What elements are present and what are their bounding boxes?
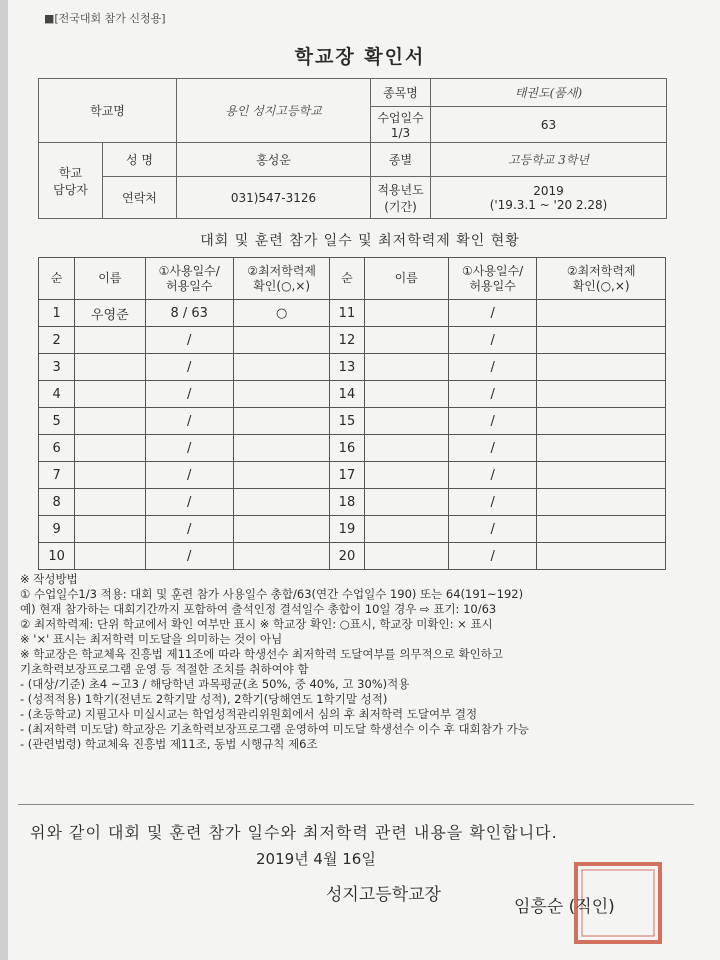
row-name-right — [364, 516, 448, 543]
section-subtitle: 대회 및 훈련 참가 일수 및 최저학력제 확인 현황 — [200, 233, 520, 249]
row-check-right — [537, 462, 666, 489]
row-days: / — [145, 435, 233, 462]
row-days-right: / — [448, 462, 536, 489]
name-value: 홍성운 — [177, 143, 371, 177]
row-name — [75, 435, 145, 462]
days-label-line1: 수업일수 — [377, 111, 424, 125]
table-row — [39, 462, 666, 489]
row-days: 8 / 63 — [145, 300, 233, 327]
row-days: / — [145, 489, 233, 516]
row-name — [75, 516, 145, 543]
row-name — [75, 327, 145, 354]
row-no: 4 — [39, 381, 75, 408]
col-days-line2: 허용일수 — [166, 278, 213, 293]
col-grade — [233, 258, 329, 300]
table-row — [39, 543, 666, 570]
col-grade-right — [537, 258, 666, 300]
row-no: 1 — [39, 300, 75, 327]
row-check-right — [537, 516, 666, 543]
year-label-line1: 적용년도 — [377, 182, 424, 197]
row-name-right — [364, 327, 448, 354]
row-check-right — [537, 435, 666, 462]
row-check-right — [537, 408, 666, 435]
note-line: ※ 작성방법 — [20, 572, 78, 586]
row-check — [233, 435, 329, 462]
col-days-right — [448, 258, 536, 300]
note-line: ① 수업일수1/3 적용: 대회 및 훈련 참가 사용일수 총합/63(연간 수업일수 190) 또는 64(191~192) — [20, 587, 524, 601]
row-check — [233, 381, 329, 408]
row-name-right — [364, 543, 448, 570]
col-name: 이름 — [75, 258, 145, 300]
table-row — [39, 381, 666, 408]
row-check — [233, 327, 329, 354]
row-check — [233, 489, 329, 516]
row-no-right: 12 — [330, 327, 364, 354]
school-signature: 성지고등학교장 — [326, 885, 441, 905]
row-name — [75, 381, 145, 408]
table-row — [39, 327, 666, 354]
row-no-right: 14 — [330, 381, 364, 408]
row-days-right: / — [448, 354, 536, 381]
table-row — [39, 489, 666, 516]
row-days-right: / — [448, 408, 536, 435]
row-name-right — [364, 462, 448, 489]
confirmation-text: 위와 같이 대회 및 훈련 참가 일수와 최저학력 관련 내용을 확인합니다. — [30, 823, 558, 842]
row-check — [233, 462, 329, 489]
row-days-right: / — [448, 381, 536, 408]
row-no-right: 20 — [330, 543, 364, 570]
type-value: 고등학교 3학년 — [431, 143, 667, 177]
year-label-line2: (기간) — [384, 199, 417, 214]
note-line: - (대상/기준) 초4 ~고3 / 해당학년 과목평균(초 50%, 중 40%, 고 30%)적용 — [20, 677, 410, 691]
form-tag: ■[전국대회 참가 신청용] — [44, 12, 166, 25]
principal-signature: 임흥순 (직인) — [514, 897, 615, 917]
info-table — [38, 78, 667, 219]
note-line: - (관련법령) 학교체육 진흥법 제11조, 동법 시행규칙 제6조 — [20, 737, 318, 751]
days-value: 63 — [431, 107, 667, 143]
row-check — [233, 354, 329, 381]
row-no-right: 16 — [330, 435, 364, 462]
row-name — [75, 408, 145, 435]
row-check — [233, 408, 329, 435]
row-days-right: / — [448, 516, 536, 543]
participation-table — [38, 257, 666, 570]
col-days — [145, 258, 233, 300]
row-days-right: / — [448, 300, 536, 327]
row-days: / — [145, 381, 233, 408]
table-row — [39, 300, 666, 327]
note-line: - (최저학력 미도달) 학교장은 기초학력보장프로그램 운영하여 미도달 학생선수 이수 후 대회참가 가능 — [20, 722, 529, 736]
year-label — [371, 177, 431, 219]
row-name — [75, 489, 145, 516]
row-no-right: 19 — [330, 516, 364, 543]
table-row — [39, 516, 666, 543]
contact-label: 연락처 — [103, 177, 177, 219]
row-days: / — [145, 462, 233, 489]
row-days: / — [145, 354, 233, 381]
row-no-right: 17 — [330, 462, 364, 489]
sign-date: 2019년 4월 16일 — [256, 850, 376, 868]
row-no: 2 — [39, 327, 75, 354]
row-check — [233, 516, 329, 543]
col-days-right-line2: 허용일수 — [469, 278, 516, 293]
row-days-right: / — [448, 327, 536, 354]
year-value — [431, 177, 667, 219]
teacher-label-line1: 학교 — [58, 165, 83, 180]
col-grade-right-line2: 확인(○,×) — [572, 278, 630, 293]
year-value-line2: ('19.3.1 ~ '20 2.28) — [489, 197, 608, 212]
row-no: 5 — [39, 408, 75, 435]
row-check-right — [537, 300, 666, 327]
days-label-line2: 1/3 — [390, 126, 411, 140]
sport-value: 태권도(품새) — [431, 79, 667, 107]
note-line: ※ 학교장은 학교체육 진흥법 제11조에 따라 학생선수 최저학력 도달여부를 의무적으로 확인하고 — [20, 647, 503, 661]
days-label — [371, 107, 431, 143]
col-no-right: 순 — [330, 258, 364, 300]
instructions — [20, 572, 710, 752]
row-days: / — [145, 408, 233, 435]
row-check — [233, 543, 329, 570]
school-value: 용인 성지고등학교 — [177, 79, 371, 143]
row-name-right — [364, 489, 448, 516]
row-no-right: 13 — [330, 354, 364, 381]
row-name: 우영준 — [75, 300, 145, 327]
note-line: - (초등학교) 지필고사 미실시교는 학업성적관리위원회에서 심의 후 최저학력 도달여부 결정 — [20, 707, 478, 721]
school-label: 학교명 — [39, 79, 177, 143]
page-title: 학교장 확인서 — [294, 46, 426, 68]
row-name-right — [364, 435, 448, 462]
row-no: 8 — [39, 489, 75, 516]
row-no: 9 — [39, 516, 75, 543]
note-line: 기초학력보장프로그램 운영 등 적절한 조치를 취하여야 함 — [20, 662, 309, 676]
row-days: / — [145, 516, 233, 543]
col-grade-line2: 확인(○,×) — [253, 278, 311, 293]
row-days: / — [145, 327, 233, 354]
row-name — [75, 543, 145, 570]
col-name-right: 이름 — [364, 258, 448, 300]
row-check-right — [537, 489, 666, 516]
table-header-row — [39, 258, 666, 300]
teacher-label — [39, 143, 103, 219]
teacher-label-line2: 담당자 — [53, 182, 88, 197]
row-days: / — [145, 543, 233, 570]
row-no-right: 15 — [330, 408, 364, 435]
row-no-right: 18 — [330, 489, 364, 516]
row-no: 3 — [39, 354, 75, 381]
divider — [18, 804, 694, 805]
row-no: 6 — [39, 435, 75, 462]
col-no: 순 — [39, 258, 75, 300]
col-days-line1: ①사용일수/ — [158, 263, 220, 278]
note-line: ② 최저학력제: 단위 학교에서 확인 여부만 표시 ※ 학교장 확인: ○표시, 학교장 미확인: × 표시 — [20, 617, 493, 631]
row-name — [75, 354, 145, 381]
contact-value: 031)547-3126 — [177, 177, 371, 219]
col-days-right-line1: ①사용일수/ — [462, 263, 524, 278]
row-name-right — [364, 408, 448, 435]
note-line: ※ '×' 표시는 최저학력 미도달을 의미하는 것이 아님 — [20, 632, 283, 646]
row-check-right — [537, 381, 666, 408]
col-grade-right-line1: ②최저학력제 — [566, 263, 636, 278]
name-label: 성 명 — [103, 143, 177, 177]
table-row — [39, 354, 666, 381]
table-row — [39, 408, 666, 435]
col-grade-line1: ②최저학력제 — [247, 263, 316, 278]
row-check: ○ — [233, 300, 329, 327]
row-check-right — [537, 354, 666, 381]
sport-label: 종목명 — [371, 79, 431, 107]
row-days-right: / — [448, 543, 536, 570]
note-line: - (성적적용) 1학기(전년도 2학기말 성적), 2학기(당해연도 1학기말 성적) — [20, 692, 388, 706]
table-row — [39, 435, 666, 462]
row-days-right: / — [448, 489, 536, 516]
row-no-right: 11 — [330, 300, 364, 327]
year-value-line1: 2019 — [533, 183, 564, 198]
row-no: 7 — [39, 462, 75, 489]
row-check-right — [537, 327, 666, 354]
type-label: 종별 — [371, 143, 431, 177]
row-check-right — [537, 543, 666, 570]
row-name-right — [364, 381, 448, 408]
row-name — [75, 462, 145, 489]
row-no: 10 — [39, 543, 75, 570]
row-days-right: / — [448, 435, 536, 462]
row-name-right — [364, 300, 448, 327]
note-line: 예) 현재 참가하는 대회기간까지 포함하여 출석인정 결석일수 총합이 10일 경우 ⇨ 표기: 10/63 — [20, 602, 497, 616]
row-name-right — [364, 354, 448, 381]
